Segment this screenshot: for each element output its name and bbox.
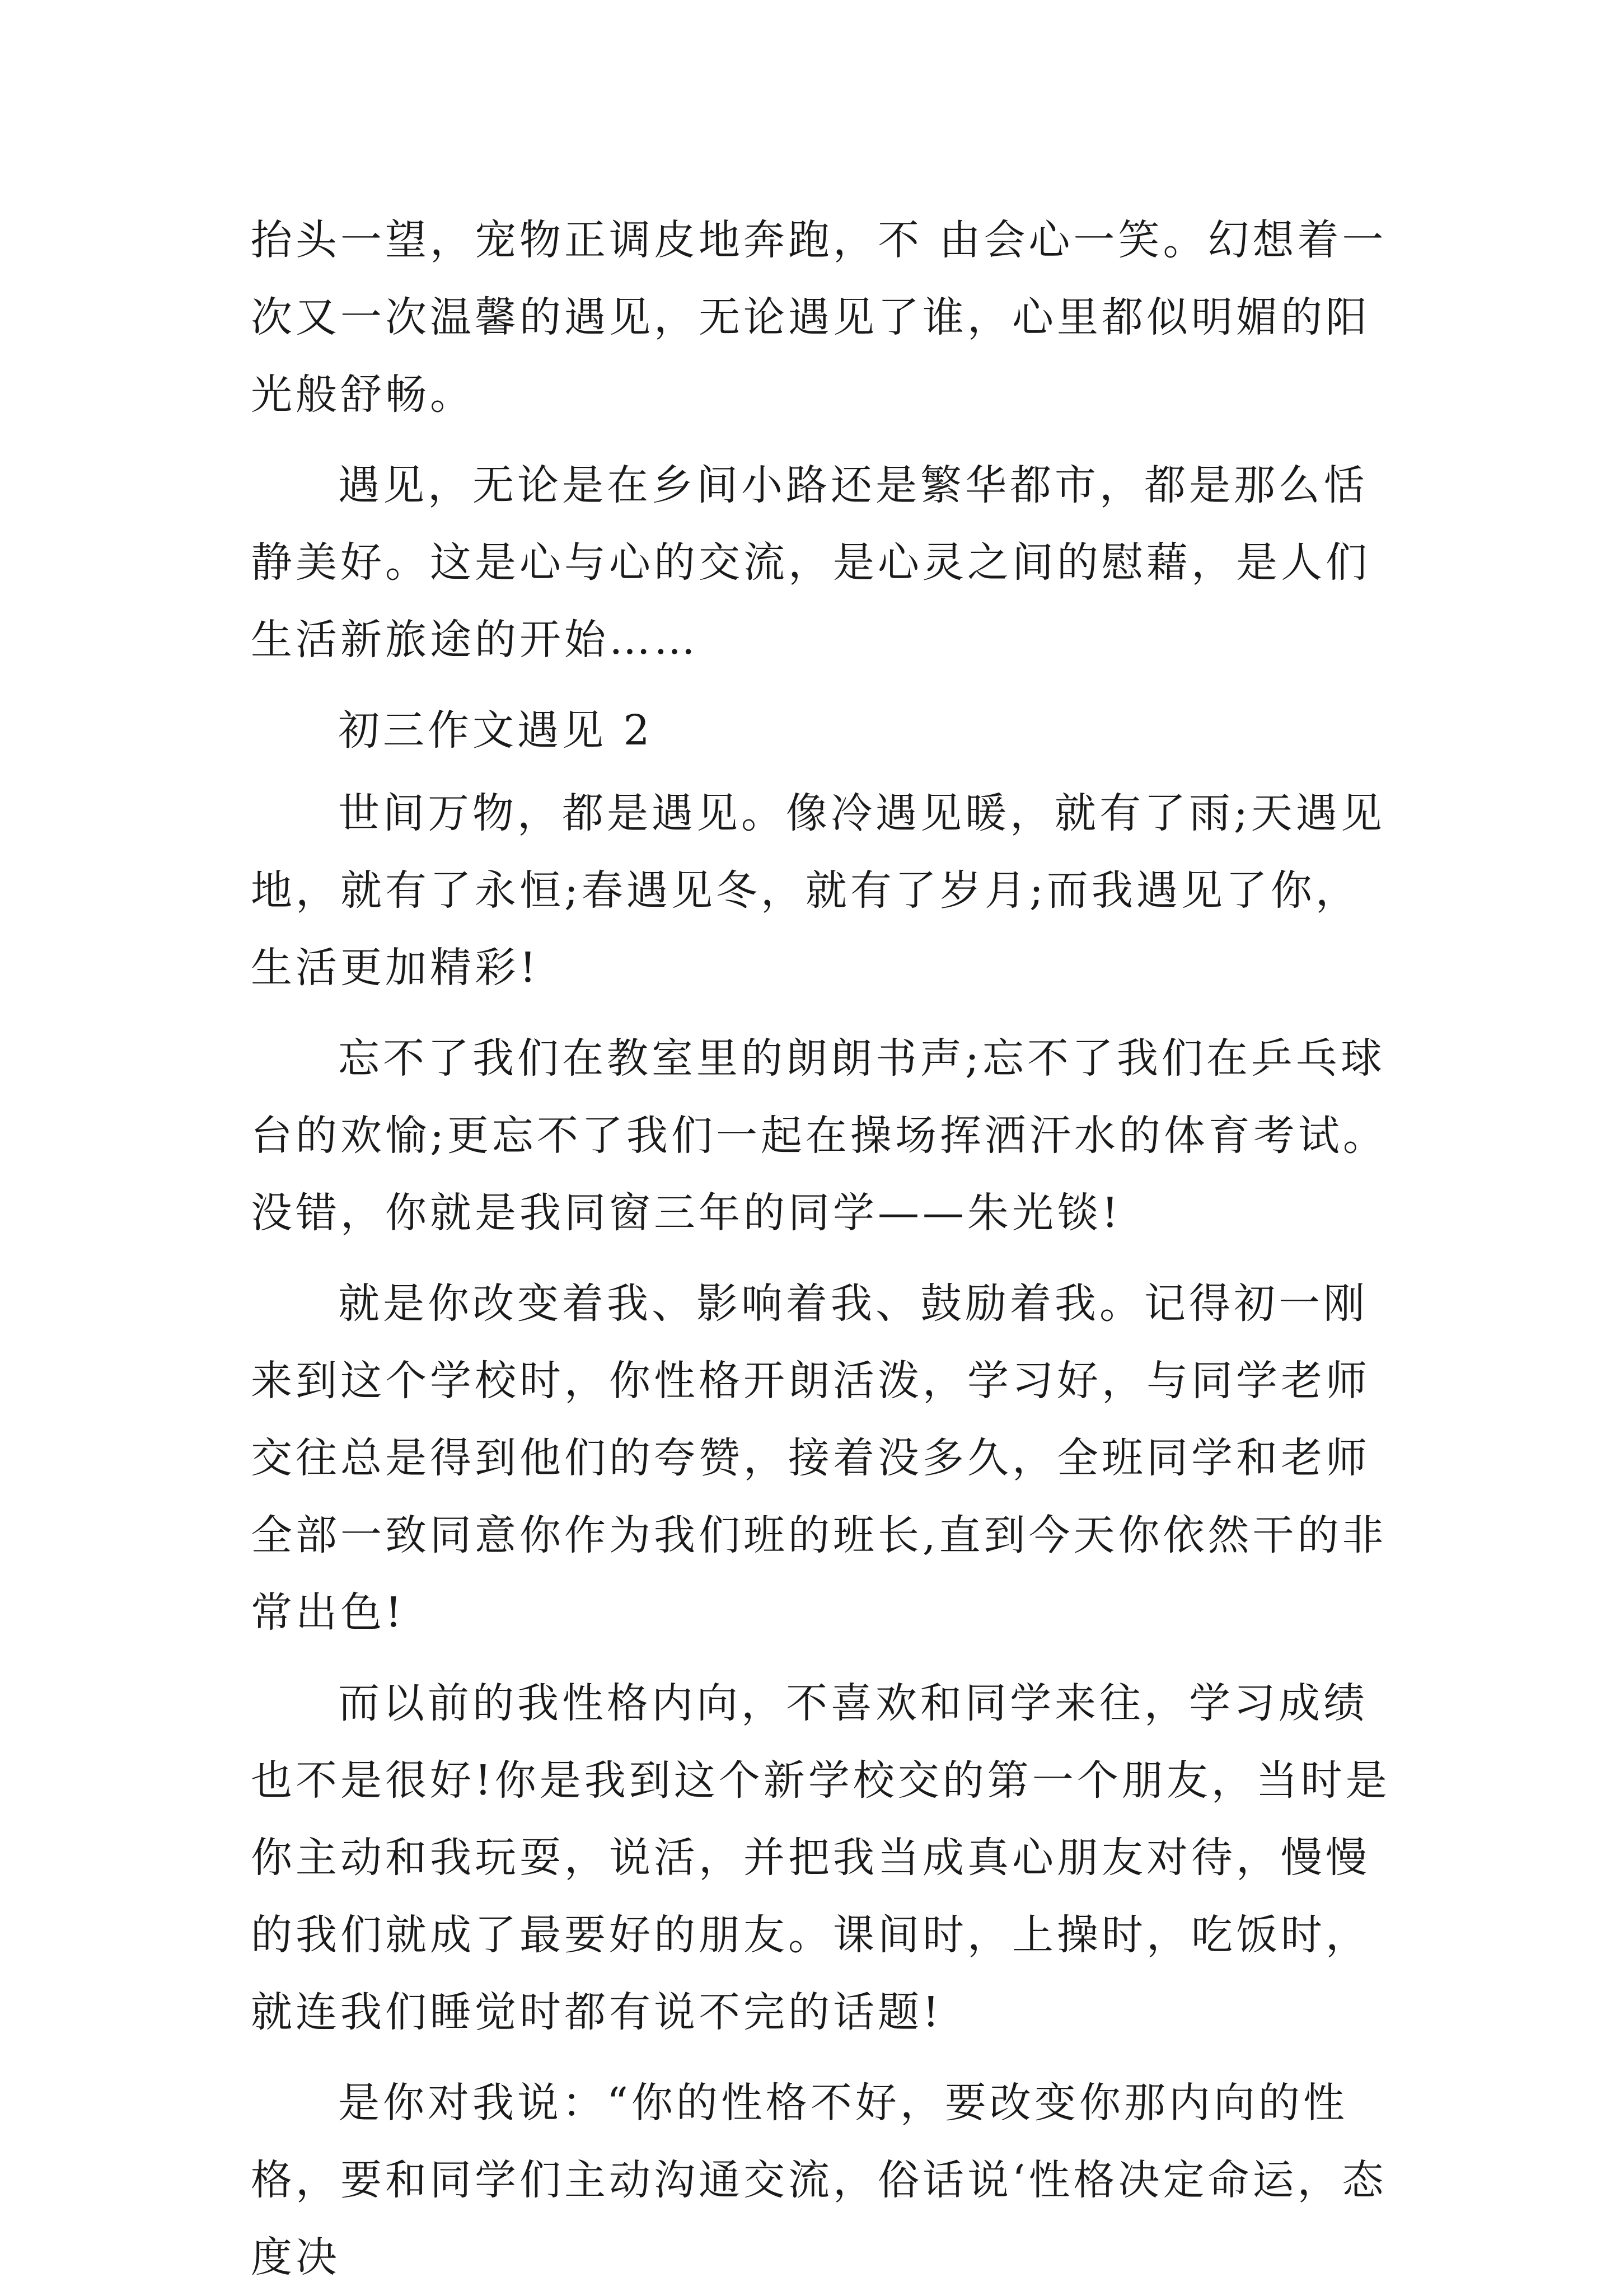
section-heading: 初三作文遇见 2 (338, 706, 653, 755)
paragraph: 而以前的我性格内向，不喜欢和同学来往，学习成绩也不是很好!你是我到这个新学校交的第一个朋友，当时是你主动和我玩耍，说活，并把我当成真心朋友对待，慢慢的我们就成了最要好的朋友。课间时，上操时，吃饭时，就连我们睡觉时都有说不完的话题! (251, 1679, 1390, 2036)
paragraph: 是你对我说：“你的性格不好，要改变你那内向的性格，要和同学们主动沟通交流，俗话说‘性格决定命运，态度决 (251, 2079, 1387, 2281)
paragraph: 遇见，无论是在乡间小路还是繁华都市，都是那么恬静美好。这是心与心的交流，是心灵之间的慰藉，是人们生活新旅途的开始…… (251, 461, 1370, 664)
paragraph: 世间万物，都是遇见。像冷遇见暖，就有了雨;天遇见地，就有了永恒;春遇见冬，就有了岁月;而我遇见了你，生活更加精彩! (251, 789, 1385, 992)
paragraph: 就是你改变着我、影响着我、鼓励着我。记得初一刚来到这个学校时，你性格开朗活泼，学习好，与同学老师交往总是得到他们的夸赞，接着没多久，全班同学和老师全部一致同意你作为我们班的班长,直到今天你依然干的非常出色! (251, 1280, 1387, 1637)
paragraph: 抬头一望，宠物正调皮地奔跑，不 由会心一笑。幻想着一次又一次温馨的遇见，无论遇见了谁，心里都似明媚的阳光般舒畅。 (251, 216, 1387, 419)
document-body (251, 202, 1393, 2296)
paragraph: 忘不了我们在教室里的朗朗书声;忘不了我们在乒乓球台的欢愉;更忘不了我们一起在操场挥洒汗水的体育考试。没错，你就是我同窗三年的同学——朱光锬! (251, 1034, 1388, 1237)
